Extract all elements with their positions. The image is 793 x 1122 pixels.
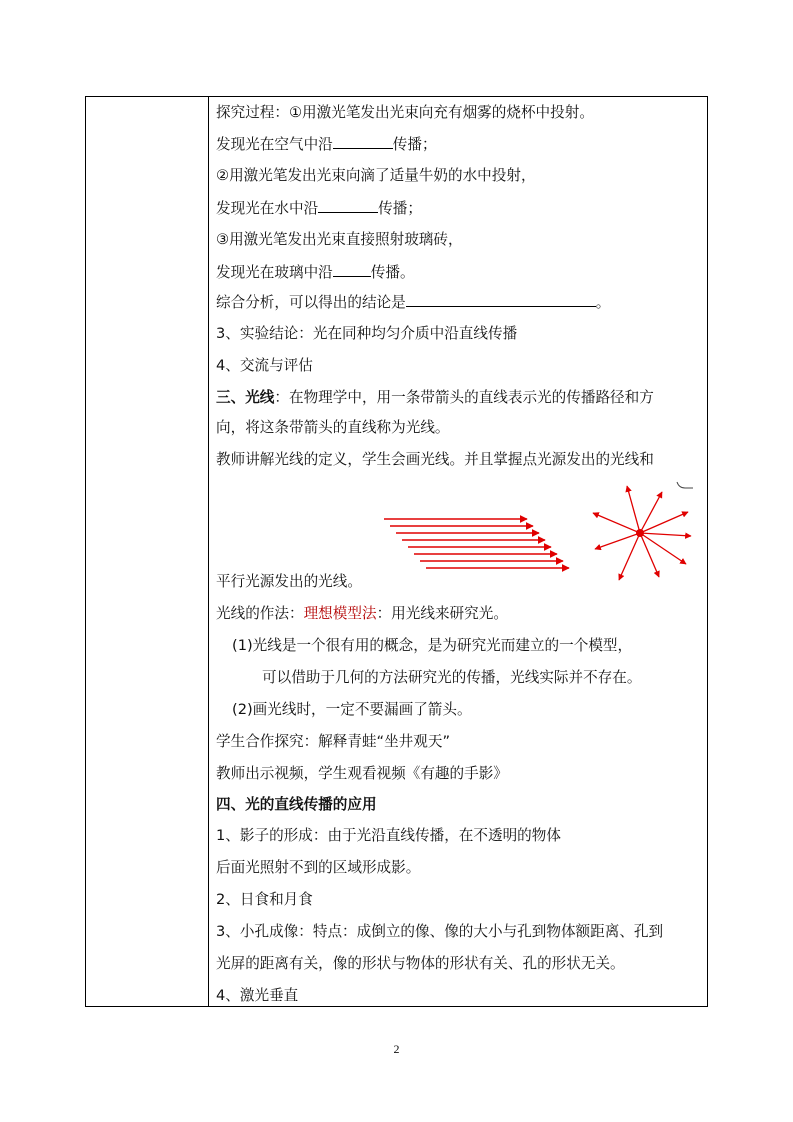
ray-method-line: 光线的作法：理想模型法：用光线来研究光。	[216, 605, 508, 622]
video-line: 教师出示视频，学生观看视频《有趣的手影》	[216, 765, 508, 782]
note-two-line: (2)画光线时，一定不要漏画了箭头。	[232, 701, 472, 718]
parallel-rays-diagram	[380, 512, 580, 580]
radial-ray	[627, 486, 640, 533]
note-one-cont: 可以借助于几何的方法研究光的传播，光线实际并不存在。	[262, 669, 642, 686]
radial-ray	[619, 533, 640, 580]
experiment-conclusion-line: 3、实验结论：光在同种均匀介质中沿直线传播	[216, 325, 518, 342]
radial-ray	[640, 492, 662, 533]
glass-step-line: ③用激光笔发出光束直接照射玻璃砖，	[216, 231, 463, 248]
teacher-explanation-line: 教师讲解光线的定义，学生会画光线。并且掌握点光源发出的光线和	[216, 451, 654, 468]
light-ray-definition-line: 三、光线：在物理学中，用一条带箭头的直线表示光的传播路径和方	[216, 389, 654, 406]
light-ray-definition-cont: 向，将这条带箭头的直线称为光线。	[216, 419, 450, 436]
milk-water-step-line: ②用激光笔发出光束向滴了适量牛奶的水中投射，	[216, 167, 536, 184]
radial-ray	[640, 533, 691, 536]
glass-answer-blank	[333, 262, 371, 277]
radial-ray	[593, 513, 640, 533]
glass-observation-line: 发现光在玻璃中沿 传播。	[216, 264, 415, 281]
section-three-heading: 三、光线	[216, 389, 275, 406]
inquiry-process-line: 探究过程：①用激光笔发出光束向充有烟雾的烧杯中投射。	[216, 104, 594, 121]
water-answer-blank	[318, 198, 378, 213]
shadow-formation-line: 1、影子的形成：由于光沿直线传播，在不透明的物体	[216, 827, 561, 844]
point-light-source	[636, 529, 644, 537]
left-column-cell	[86, 97, 209, 1006]
water-observation-line: 发现光在水中沿 传播；	[216, 200, 422, 217]
shadow-formation-cont: 后面光照射不到的区域形成影。	[216, 859, 421, 876]
conclusion-prompt-line: 综合分析，可以得出的结论是 。	[216, 294, 611, 311]
eclipse-line: 2、日食和月食	[216, 891, 313, 908]
page-number: 2	[393, 1042, 400, 1056]
laser-line: 4、激光垂直	[216, 987, 299, 1004]
air-answer-blank	[333, 134, 393, 149]
cooperative-inquiry-line: 学生合作探究：解释青蛙“坐井观天”	[216, 733, 451, 750]
conclusion-answer-blank	[406, 292, 596, 307]
exchange-evaluation-heading: 4、交流与评估	[216, 357, 313, 374]
radial-ray	[640, 512, 688, 533]
ideal-model-term: 理想模型法	[303, 605, 377, 622]
section-four-heading: 四、光的直线传播的应用	[216, 796, 377, 813]
pinhole-imaging-line: 3、小孔成像：特点：成倒立的像、像的大小与孔到物体额距离、孔到	[216, 923, 664, 940]
point-source-diagram	[585, 476, 700, 588]
parallel-source-line: 平行光源发出的光线。	[216, 573, 362, 590]
air-observation-line: 发现光在空气中沿 传播；	[216, 136, 437, 153]
pinhole-imaging-cont: 光屏的距离有关，像的形状与物体的形状有关、孔的形状无关。	[216, 955, 625, 972]
note-one-line: (1)光线是一个很有用的概念，是为研究光而建立的一个模型，	[232, 637, 633, 654]
